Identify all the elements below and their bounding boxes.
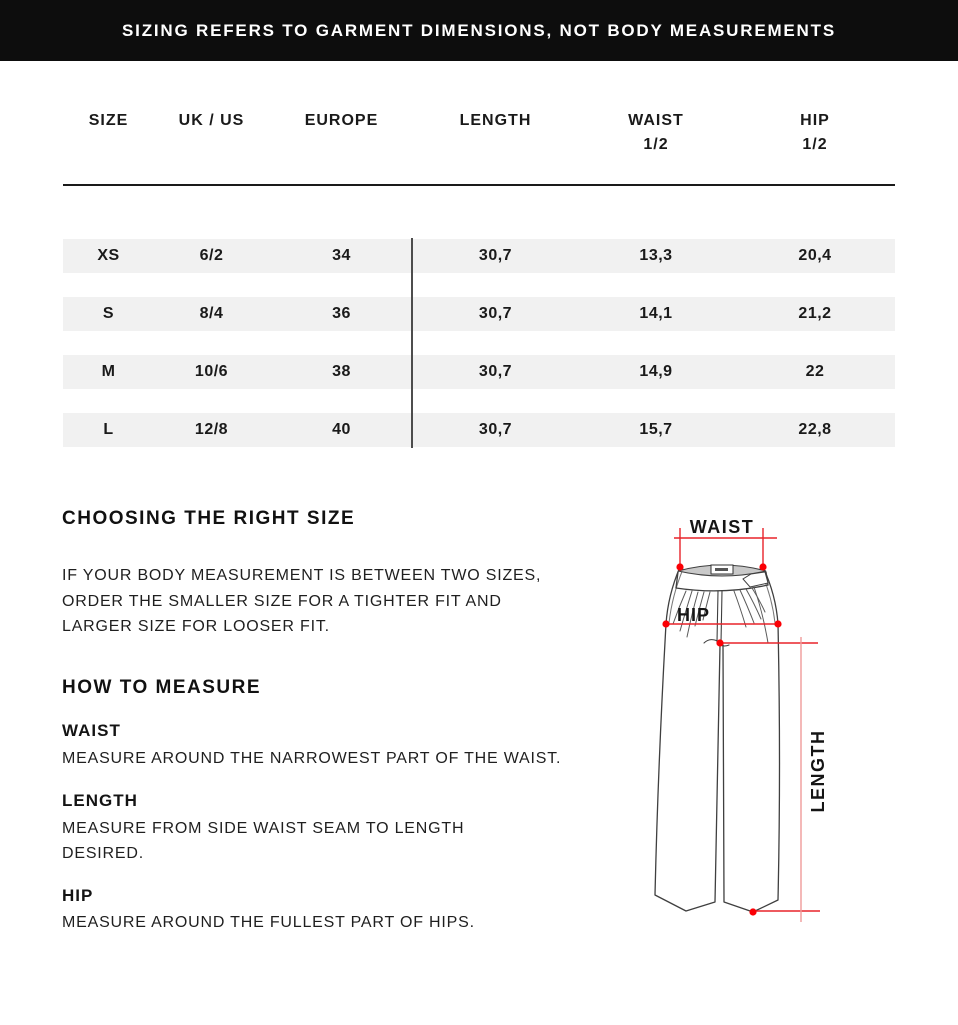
cell: 14,1	[639, 305, 673, 322]
cell: 30,7	[478, 305, 513, 322]
cell: 22,8	[798, 421, 832, 438]
header-cell-length: LENGTH	[459, 112, 532, 129]
size-table-header	[63, 112, 895, 154]
paragraph-line: IF YOUR BODY MEASUREMENT IS BETWEEN TWO SIZES,	[62, 567, 542, 584]
cell: 10/6	[194, 363, 229, 380]
choosing-size-heading: CHOOSING THE RIGHT SIZE	[62, 508, 356, 529]
measure-item-hip-label: HIP	[62, 886, 94, 905]
how-to-measure-heading: HOW TO MEASURE	[62, 677, 262, 698]
measure-item-length-label: LENGTH	[62, 791, 138, 810]
header-cell-hip: HIP 1/2	[800, 112, 830, 153]
cell: 20,4	[798, 247, 832, 264]
cell: XS	[97, 247, 120, 264]
fly-line	[717, 591, 718, 642]
header-cell-waist: WAIST 1/2	[628, 112, 684, 153]
cell: 21,2	[798, 305, 832, 322]
fly-line	[721, 591, 722, 643]
hip-label: HIP	[677, 605, 711, 625]
disclaimer-text: SIZING REFERS TO GARMENT DIMENSIONS, NOT BODY MEASUREMENTS	[122, 20, 836, 40]
pants-measure-diagram	[610, 495, 958, 1025]
cell: 36	[332, 305, 351, 322]
waist-tag-print	[715, 568, 728, 571]
disclaimer-banner	[0, 0, 958, 61]
cell: L	[103, 421, 114, 438]
length-label: LENGTH	[808, 729, 828, 813]
waist-label: WAIST	[689, 517, 755, 537]
header-cell-europe: EUROPE	[304, 112, 379, 129]
header-cell-size: SIZE	[88, 112, 129, 129]
cell: M	[101, 363, 116, 380]
cell: 38	[332, 363, 351, 380]
cell: 12/8	[194, 421, 229, 438]
measure-dot	[774, 620, 781, 627]
paragraph-line: ORDER THE SMALLER SIZE FOR A TIGHTER FIT AND	[62, 592, 502, 610]
cell: 22	[805, 363, 825, 380]
measure-dot	[759, 563, 766, 570]
header-cell-ukus: UK / US	[178, 112, 245, 129]
measure-item-waist-text: MEASURE AROUND THE NARROWEST PART OF THE WAIST.	[62, 750, 562, 767]
size-table-body	[63, 239, 895, 447]
cell: 30,7	[478, 247, 513, 264]
measure-lines	[666, 528, 820, 911]
choosing-size-paragraph	[62, 563, 541, 640]
cell: 14,9	[639, 363, 673, 380]
table-row-m	[63, 355, 895, 389]
cell: 8/4	[199, 305, 224, 322]
table-row-s	[63, 297, 895, 331]
measure-item-length-text: MEASURE FROM SIDE WAIST SEAM TO LENGTH DESIRED.	[62, 820, 465, 862]
cell: 6/2	[199, 247, 224, 264]
cell: 15,7	[639, 421, 673, 438]
cell: 34	[332, 247, 351, 264]
cell: S	[102, 305, 115, 322]
table-row-l	[63, 413, 895, 447]
cell: 13,3	[639, 247, 673, 264]
cell: 40	[332, 421, 351, 438]
cell: 30,7	[478, 421, 513, 438]
measure-item-hip-text: MEASURE AROUND THE FULLEST PART OF HIPS.	[62, 914, 475, 931]
measure-dot	[676, 563, 683, 570]
table-column-divider	[411, 238, 413, 448]
measure-dot	[662, 620, 669, 627]
table-header-rule	[63, 184, 895, 186]
cell: 30,7	[478, 363, 513, 380]
measure-dot	[749, 908, 756, 915]
measure-item-waist-label: WAIST	[62, 721, 121, 740]
paragraph-line: LARGER SIZE FOR LOOSER FIT.	[62, 618, 330, 635]
table-row-xs	[63, 239, 895, 273]
measure-dot	[716, 639, 723, 646]
